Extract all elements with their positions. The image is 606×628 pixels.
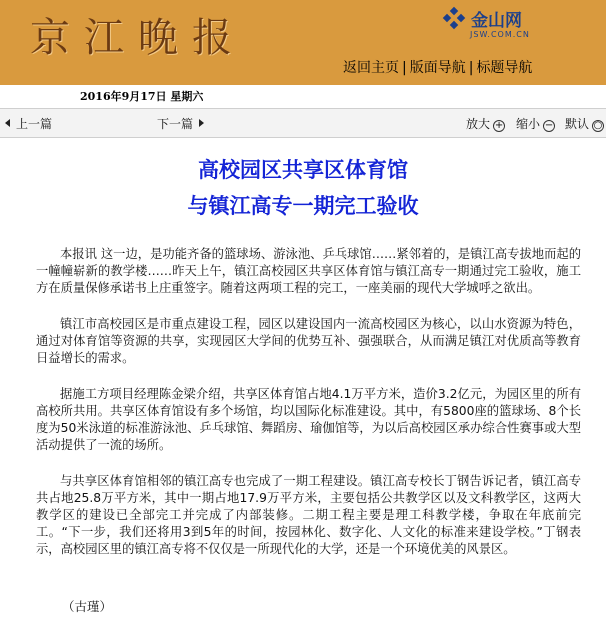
logo-subtext: JSW.COM.CN [470, 30, 530, 39]
masthead [0, 0, 606, 85]
minus-circle-icon: − [544, 120, 554, 131]
default-size-button[interactable] [565, 115, 604, 132]
article-paragraph: 与共享区体育馆相邻的镇江高专也完成了一期工程建设。镇江高专校长丁钢告诉记者，镇江高专共占地25.8万平方米，其中一期占地17.9万平方米，主要包括公共教学区以及文科教学区，这两大教学区的建设已全部完工并完成了内部装修。二期工程主要是理工科教学楼，争取在年底前完工。“下一步，我们还将用3到5年的时间，按园林化、数字化、人文化的标准来建设学校。”丁钢表示，高校园区里的镇江高专将不仅仅是一所现代化的大学，还是一个环境优美的风景区。 [36, 474, 581, 556]
next-article-link[interactable] [157, 115, 204, 132]
zoom-in-label: 放大 [466, 117, 491, 131]
reset-circle-icon: ○ [593, 120, 603, 131]
dateline [0, 85, 606, 103]
nav-title-navigation-link[interactable]: 标题导航 [476, 60, 533, 76]
previous-article-link[interactable] [5, 115, 52, 132]
nav-separator: | [468, 60, 474, 76]
article-body [36, 246, 581, 577]
headline-line-1: 高校园区共享区体育馆 [198, 158, 408, 182]
zoom-out-label: 缩小 [516, 117, 541, 131]
article-toolbar [0, 108, 606, 138]
nav-home-link[interactable]: 返回主页 [343, 60, 399, 76]
issue-date: 2016年9月17日 星期六 [80, 90, 204, 103]
zoom-out-button[interactable] [516, 115, 555, 132]
author-byline: （古瑾） [62, 599, 113, 614]
zoom-in-button[interactable] [466, 115, 505, 132]
article-paragraph: 镇江市高校园区是市重点建设工程，园区以建设国内一流高校园区为核心，以山水资源为特色，通过对体育馆等资源的共享，实现园区大学间的优势互补、强强联合，从而满足镇江对优质高等教育日益增长的需求。 [36, 317, 581, 365]
article-paragraph: 据施工方项目经理陈金梁介绍，共享区体育馆占地4.1万平方米，造价3.2亿元，为园区里的所有高校所共用。共享区体育馆设有多个场馆，均以国际化标准建设。其中，有5800座的篮球场、8个长度为50米泳道的标准游泳池、乒乓球馆、舞蹈房、瑜伽馆等，为以后高校园区承办综合性赛事或大型活动提供了一流的场所。 [36, 387, 581, 452]
nav-separator: | [402, 60, 407, 76]
arrow-left-icon [5, 119, 10, 127]
site-logo[interactable] [440, 4, 522, 32]
previous-article-label: 上一篇 [16, 117, 53, 131]
headline-line-2: 与镇江高专一期完工验收 [187, 194, 419, 218]
article-paragraph: 本报讯 这一边，是功能齐备的篮球场、游泳池、乒乓球馆……紧邻着的，是镇江高专拔地而起的一幢幢崭新的教学楼……昨天上午，镇江高校园区共享区体育馆与镇江高专一期通过完工验收，施工方在质量保修承诺书上庄重签字。随着这两项工程的完工，一座美丽的现代大学城呼之欲出。 [36, 247, 581, 295]
top-navigation [343, 57, 532, 77]
next-article-label: 下一篇 [157, 117, 194, 131]
plus-circle-icon: + [494, 120, 504, 131]
default-size-label: 默认 [565, 117, 590, 131]
logo-icon [440, 4, 468, 32]
logo-text: 金山网 [471, 10, 522, 31]
paper-name: 京江晚报 [30, 15, 246, 61]
arrow-right-icon [199, 119, 204, 127]
nav-page-navigation-link[interactable]: 版面导航 [409, 60, 466, 76]
article-headline [0, 152, 606, 224]
